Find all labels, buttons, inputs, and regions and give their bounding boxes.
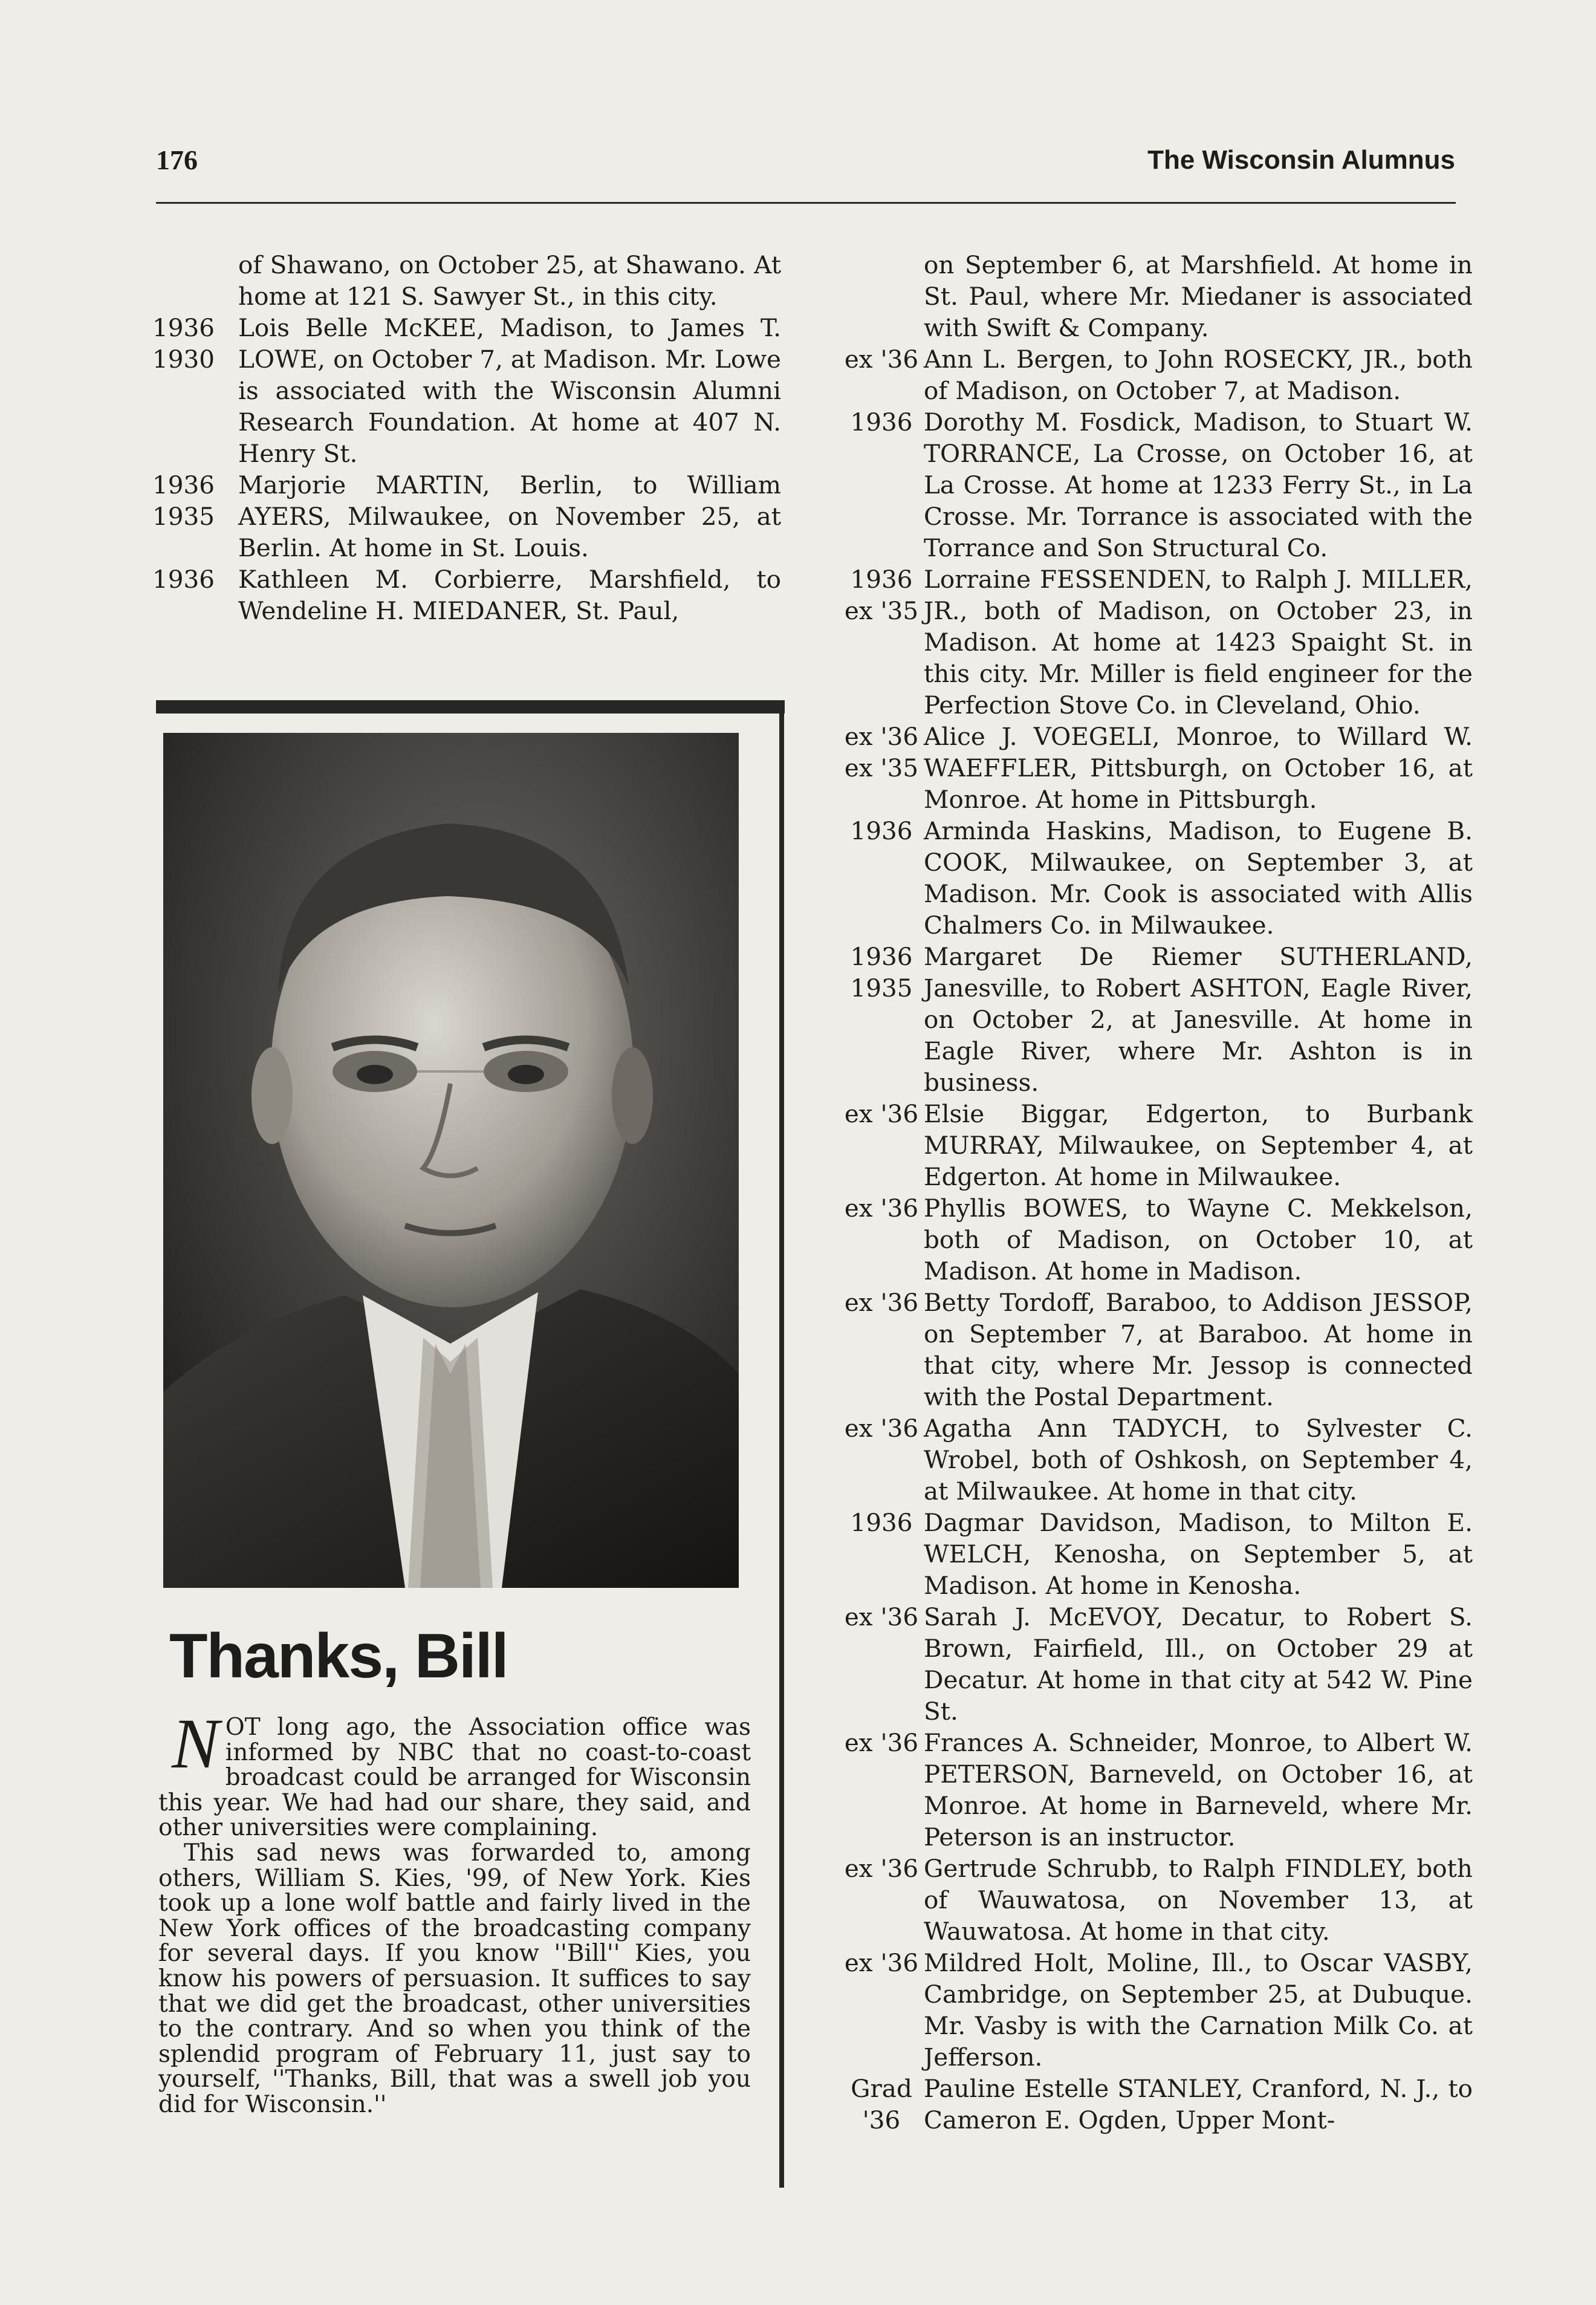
list-item bbox=[839, 249, 1473, 343]
entry-year: ex '36 ex '35 bbox=[844, 722, 919, 782]
entry-text: Ann L. Bergen, to John ROSECKY, JR., both of Madison, on October 7, at Madison. bbox=[924, 345, 1473, 405]
entry-year: 1936 1935 bbox=[850, 942, 913, 1003]
entry-year: ex '36 bbox=[844, 1948, 919, 1977]
list-item bbox=[839, 564, 1473, 721]
entry-year: ex '36 bbox=[844, 1414, 919, 1443]
box-top-rule bbox=[156, 700, 785, 714]
entry-text: of Shawano, on October 25, at Shawano. At home at 121 S. Sawyer St., in this city. bbox=[238, 250, 781, 311]
story-paragraph: This sad news was forwarded to, among others, William S. Kies, '99, of New York. Kies took up a lone wolf battle and fairly lived in the New York offices of the broadcasting company for several days. If you know ''Bill'' Kies, you know his powers of persuasion. It suffices to say that we did get the broadcast, other universities to the contrary. And so when you think of the splendid program of February 11, just say to yourself, ''Thanks, Bill, that was a swell job you did for Wisconsin.'' bbox=[158, 1839, 751, 2118]
list-item bbox=[839, 815, 1473, 941]
entry-text: Frances A. Schneider, Monroe, to Albert W. PETERSON, Barneveld, on October 16, at Monroe. At home in Barneveld, where Mr. Peterson is an instructor. bbox=[924, 1728, 1473, 1851]
entry-text: Agatha Ann TADYCH, to Sylvester C. Wrobel, both of Oshkosh, on September 4, at Milwaukee. At home in that city. bbox=[924, 1414, 1473, 1506]
list-item bbox=[152, 312, 781, 469]
entry-text: Phyllis BOWES, to Wayne C. Mekkelson, both of Madison, on October 10, at Madison. At home in Madison. bbox=[924, 1194, 1473, 1286]
drop-cap: N bbox=[172, 1704, 219, 1783]
entry-year: Grad '36 bbox=[851, 2074, 912, 2134]
running-title: The Wisconsin Alumnus bbox=[1147, 145, 1455, 175]
entry-year bbox=[152, 249, 238, 312]
entry-text: Dagmar Davidson, Madison, to Milton E. WELCH, Kenosha, on September 5, at Madison. At home in Kenosha. bbox=[924, 1508, 1473, 1600]
entry-text: Lois Belle McKEE, Madison, to James T. LOWE, on October 7, at Madison. Mr. Lowe is associated with the Wisconsin Alumni Research Foundation. At home at 407 N. Henry St. bbox=[238, 313, 781, 468]
story-paragraph bbox=[158, 1704, 751, 1842]
entry-text: Sarah J. McEVOY, Decatur, to Robert S. Brown, Fairfield, Ill., on October 29 at Decatur. At home in that city at 542 W. Pine St. bbox=[924, 1602, 1473, 1726]
list-item bbox=[839, 406, 1473, 564]
list-item bbox=[839, 1947, 1473, 2073]
entry-year: ex '36 bbox=[844, 1728, 919, 1757]
entry-text: Marjorie MARTIN, Berlin, to William AYERS, Milwaukee, on November 25, at Berlin. At home in St. Louis. bbox=[238, 470, 781, 562]
entry-year: 1936 1930 bbox=[152, 313, 215, 374]
list-item bbox=[839, 1601, 1473, 1727]
entry-text: Dorothy M. Fosdick, Madison, to Stuart W. TORRANCE, La Crosse, on October 16, at La Crosse. At home at 1233 Ferry St., in La Crosse. Mr. Torrance is associated with the Torrance and Son Structural Co. bbox=[924, 408, 1473, 562]
list-item bbox=[839, 1507, 1473, 1601]
entry-year: ex '36 bbox=[844, 1602, 919, 1631]
box-right-rule bbox=[779, 700, 784, 2188]
entry-year: ex '36 bbox=[844, 1099, 919, 1128]
list-item bbox=[839, 941, 1473, 1098]
entry-year: ex '36 bbox=[844, 1288, 919, 1317]
list-item bbox=[152, 469, 781, 564]
list-item bbox=[839, 1098, 1473, 1192]
story-title: Thanks, Bill bbox=[169, 1621, 508, 1691]
entry-year: ex '36 bbox=[844, 345, 919, 374]
entry-year: 1936 bbox=[850, 408, 913, 437]
entry-text: Elsie Biggar, Edgerton, to Burbank MURRAY, Milwaukee, on September 4, at Edgerton. At home in Milwaukee. bbox=[924, 1099, 1473, 1191]
right-column bbox=[839, 249, 1473, 2136]
entry-text: Gertrude Schrubb, to Ralph FINDLEY, both of Wauwatosa, on November 13, at Wauwatosa. At home in that city. bbox=[924, 1854, 1473, 1946]
entry-year: 1936 bbox=[152, 565, 215, 594]
story-body bbox=[158, 1704, 751, 2118]
entry-year: 1936 bbox=[850, 1508, 913, 1537]
list-item bbox=[152, 249, 781, 312]
list-item bbox=[839, 2073, 1473, 2136]
list-item bbox=[839, 1853, 1473, 1947]
entry-year bbox=[839, 249, 924, 343]
entry-year: 1936 ex '35 bbox=[844, 565, 919, 625]
entry-year: 1936 1935 bbox=[152, 470, 215, 531]
entry-text: Margaret De Riemer SUTHERLAND, Janesville, to Robert ASHTON, Eagle River, on October 2, at Janesville. At home in Eagle River, where Mr. Ashton is in business. bbox=[924, 942, 1473, 1097]
entry-year: 1936 bbox=[850, 816, 913, 845]
list-item bbox=[839, 1727, 1473, 1853]
header-rule bbox=[156, 202, 1456, 204]
portrait-photo bbox=[163, 733, 739, 1588]
left-column bbox=[152, 249, 781, 626]
list-item bbox=[839, 1192, 1473, 1287]
list-item bbox=[839, 721, 1473, 815]
entry-year: ex '36 bbox=[844, 1194, 919, 1223]
entry-text: Pauline Estelle STANLEY, Cranford, N. J., to Cameron E. Ogden, Upper Mont- bbox=[924, 2074, 1473, 2134]
entry-text: on September 6, at Marshfield. At home in St. Paul, where Mr. Miedaner is associated with Swift & Company. bbox=[924, 250, 1473, 342]
list-item bbox=[839, 1287, 1473, 1413]
entry-text: Alice J. VOEGELI, Monroe, to Willard W. WAEFFLER, Pittsburgh, on October 16, at Monroe. At home in Pittsburgh. bbox=[924, 722, 1473, 814]
list-item bbox=[839, 1413, 1473, 1507]
entry-text: Kathleen M. Corbierre, Marshfield, to Wendeline H. MIEDANER, St. Paul, bbox=[238, 565, 781, 625]
page-number: 176 bbox=[156, 145, 198, 175]
entry-year: ex '36 bbox=[844, 1854, 919, 1883]
portrait-illustration bbox=[163, 733, 739, 1588]
story-paragraph-text: OT long ago, the Association office was informed by NBC that no coast-to-coast broadcast could be arranged for Wisconsin this year. We had had our share, they said, and other universities were complaining. bbox=[158, 1714, 751, 1842]
list-item bbox=[839, 343, 1473, 406]
entry-text: Betty Tordoff, Baraboo, to Addison JESSOP, on September 7, at Baraboo. At home in that city, where Mr. Jessop is connected with the Postal Department. bbox=[924, 1288, 1473, 1411]
entry-text: Arminda Haskins, Madison, to Eugene B. COOK, Milwaukee, on September 3, at Madison. Mr. Cook is associated with Allis Chalmers Co. in Milwaukee. bbox=[924, 816, 1473, 940]
list-item bbox=[152, 564, 781, 626]
entry-text: Lorraine FESSENDEN, to Ralph J. MILLER, JR., both of Madison, on October 23, in Madison. At home at 1423 Spaight St. in this city. Mr. Miller is field engineer for the Perfection Stove Co. in Cleveland, Ohio. bbox=[924, 565, 1473, 720]
entry-text: Mildred Holt, Moline, Ill., to Oscar VASBY, Cambridge, on September 25, at Dubuque. Mr. Vasby is with the Carnation Milk Co. at Jefferson. bbox=[924, 1948, 1473, 2072]
